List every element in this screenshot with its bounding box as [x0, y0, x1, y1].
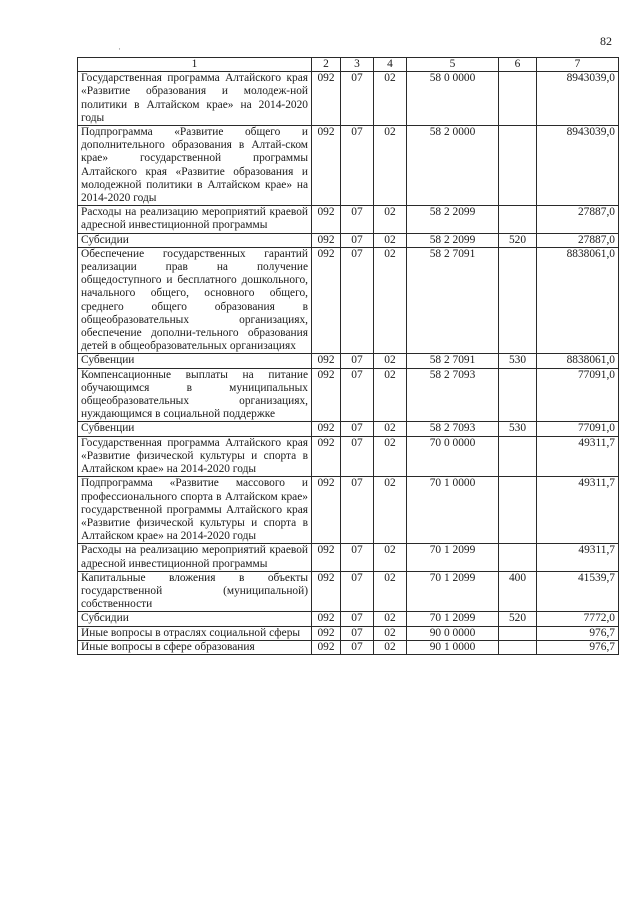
- section-code: 07: [341, 247, 374, 354]
- expense-type-code: [499, 368, 537, 422]
- header-cell: 1: [78, 58, 312, 72]
- table-row: [78, 354, 619, 368]
- item-name: Подпрограмма «Развитие массового и профессионального спорта в Алтайском крае» государственной программы Алтайского края «Развитие физической культуры и спорта в Алтайском крае» на 2014-2020 годы: [78, 477, 312, 544]
- subsection-code: 02: [374, 206, 407, 233]
- table-row: [78, 544, 619, 571]
- ministry-code: 092: [312, 436, 341, 477]
- subsection-code: 02: [374, 612, 407, 626]
- amount: 8838061,0: [537, 247, 619, 354]
- ministry-code: 092: [312, 368, 341, 422]
- budget-table: [77, 57, 619, 655]
- subsection-code: 02: [374, 126, 407, 206]
- target-article-code: 58 2 7093: [407, 422, 499, 436]
- subsection-code: 02: [374, 436, 407, 477]
- subsection-code: 02: [374, 368, 407, 422]
- header-row: [78, 58, 619, 72]
- expense-type-code: [499, 477, 537, 544]
- expense-type-code: 520: [499, 233, 537, 247]
- item-name: Обеспечение государственных гарантий реализации прав на получение общедоступного и бесплатного дошкольного, начального общего, основного общего, среднего общего образования в общеобразовательных организациях, обеспечение дополни-тельного образования детей в общеобразовательных организациях: [78, 247, 312, 354]
- item-name: Субвенции: [78, 354, 312, 368]
- ministry-code: 092: [312, 247, 341, 354]
- item-name: Иные вопросы в сфере образования: [78, 640, 312, 654]
- table-row: [78, 368, 619, 422]
- ministry-code: 092: [312, 477, 341, 544]
- item-name: Иные вопросы в отраслях социальной сферы: [78, 626, 312, 640]
- amount: 49311,7: [537, 436, 619, 477]
- amount: 49311,7: [537, 477, 619, 544]
- section-code: 07: [341, 571, 374, 612]
- table-row: [78, 477, 619, 544]
- ministry-code: 092: [312, 640, 341, 654]
- page-number: 82: [600, 34, 612, 48]
- section-code: 07: [341, 126, 374, 206]
- table-row: [78, 247, 619, 354]
- section-code: 07: [341, 477, 374, 544]
- expense-type-code: [499, 72, 537, 126]
- target-article-code: 90 1 0000: [407, 640, 499, 654]
- section-code: 07: [341, 422, 374, 436]
- subsection-code: 02: [374, 422, 407, 436]
- amount: 77091,0: [537, 368, 619, 422]
- section-code: 07: [341, 626, 374, 640]
- subsection-code: 02: [374, 247, 407, 354]
- target-article-code: 58 0 0000: [407, 72, 499, 126]
- section-code: 07: [341, 544, 374, 571]
- item-name: Субвенции: [78, 422, 312, 436]
- header-cell: 3: [341, 58, 374, 72]
- target-article-code: 58 2 7093: [407, 368, 499, 422]
- table-row: [78, 612, 619, 626]
- item-name: Субсидии: [78, 612, 312, 626]
- amount: 49311,7: [537, 544, 619, 571]
- amount: 27887,0: [537, 206, 619, 233]
- ministry-code: 092: [312, 626, 341, 640]
- subsection-code: 02: [374, 354, 407, 368]
- section-code: 07: [341, 72, 374, 126]
- section-code: 07: [341, 354, 374, 368]
- table-row: [78, 422, 619, 436]
- item-name: Субсидии: [78, 233, 312, 247]
- table-row: [78, 436, 619, 477]
- item-name: Государственная программа Алтайского края «Развитие образования и молодеж-ной политики в Алтайском крае» на 2014-2020 годы: [78, 72, 312, 126]
- ministry-code: 092: [312, 72, 341, 126]
- target-article-code: 70 1 2099: [407, 571, 499, 612]
- amount: 41539,7: [537, 571, 619, 612]
- table-row: [78, 233, 619, 247]
- target-article-code: 58 2 7091: [407, 247, 499, 354]
- ministry-code: 092: [312, 206, 341, 233]
- ministry-code: 092: [312, 354, 341, 368]
- subsection-code: 02: [374, 571, 407, 612]
- ministry-code: 092: [312, 233, 341, 247]
- amount: 8943039,0: [537, 72, 619, 126]
- amount: 976,7: [537, 626, 619, 640]
- table-row: [78, 72, 619, 126]
- subsection-code: 02: [374, 544, 407, 571]
- item-name: Государственная программа Алтайского края «Развитие физической культуры и спорта в Алтайском крае» на 2014-2020 годы: [78, 436, 312, 477]
- table-row: [78, 126, 619, 206]
- target-article-code: 58 2 2099: [407, 233, 499, 247]
- amount: 27887,0: [537, 233, 619, 247]
- header-cell: 5: [407, 58, 499, 72]
- target-article-code: 70 1 2099: [407, 612, 499, 626]
- header-cell: 2: [312, 58, 341, 72]
- item-name: Подпрограмма «Развитие общего и дополнительного образования в Алтай-ском крае» государственной программы Алтайского края «Развитие образования и молодежной политики в Алтайском крае» на 2014-2020 годы: [78, 126, 312, 206]
- section-code: 07: [341, 436, 374, 477]
- subsection-code: 02: [374, 626, 407, 640]
- expense-type-code: [499, 626, 537, 640]
- table-row: [78, 206, 619, 233]
- expense-type-code: [499, 544, 537, 571]
- target-article-code: 70 0 0000: [407, 436, 499, 477]
- ministry-code: 092: [312, 612, 341, 626]
- item-name: Компенсационные выплаты на питание обучающимся в муниципальных общеобразовательных организациях, нуждающимся в социальной поддержке: [78, 368, 312, 422]
- expense-type-code: 520: [499, 612, 537, 626]
- ministry-code: 092: [312, 571, 341, 612]
- target-article-code: 70 1 0000: [407, 477, 499, 544]
- amount: 8943039,0: [537, 126, 619, 206]
- target-article-code: 58 2 0000: [407, 126, 499, 206]
- target-article-code: 70 1 2099: [407, 544, 499, 571]
- section-code: 07: [341, 640, 374, 654]
- section-code: 07: [341, 612, 374, 626]
- table-row: [78, 571, 619, 612]
- subsection-code: 02: [374, 477, 407, 544]
- section-code: 07: [341, 206, 374, 233]
- ministry-code: 092: [312, 422, 341, 436]
- expense-type-code: 530: [499, 354, 537, 368]
- target-article-code: 58 2 7091: [407, 354, 499, 368]
- item-name: Расходы на реализацию мероприятий краевой адресной инвестиционной программы: [78, 206, 312, 233]
- expense-type-code: [499, 640, 537, 654]
- scan-mark: ·: [118, 44, 121, 54]
- amount: 976,7: [537, 640, 619, 654]
- ministry-code: 092: [312, 126, 341, 206]
- amount: 77091,0: [537, 422, 619, 436]
- header-cell: 6: [499, 58, 537, 72]
- table-row: [78, 626, 619, 640]
- expense-type-code: [499, 206, 537, 233]
- header-cell: 7: [537, 58, 619, 72]
- amount: 7772,0: [537, 612, 619, 626]
- table-row: [78, 640, 619, 654]
- expense-type-code: 400: [499, 571, 537, 612]
- subsection-code: 02: [374, 640, 407, 654]
- ministry-code: 092: [312, 544, 341, 571]
- item-name: Капитальные вложения в объекты государственной (муниципальной) собственности: [78, 571, 312, 612]
- expense-type-code: 530: [499, 422, 537, 436]
- expense-type-code: [499, 126, 537, 206]
- target-article-code: 90 0 0000: [407, 626, 499, 640]
- header-cell: 4: [374, 58, 407, 72]
- expense-type-code: [499, 247, 537, 354]
- subsection-code: 02: [374, 233, 407, 247]
- subsection-code: 02: [374, 72, 407, 126]
- item-name: Расходы на реализацию мероприятий краевой адресной инвестиционной программы: [78, 544, 312, 571]
- target-article-code: 58 2 2099: [407, 206, 499, 233]
- expense-type-code: [499, 436, 537, 477]
- amount: 8838061,0: [537, 354, 619, 368]
- section-code: 07: [341, 368, 374, 422]
- section-code: 07: [341, 233, 374, 247]
